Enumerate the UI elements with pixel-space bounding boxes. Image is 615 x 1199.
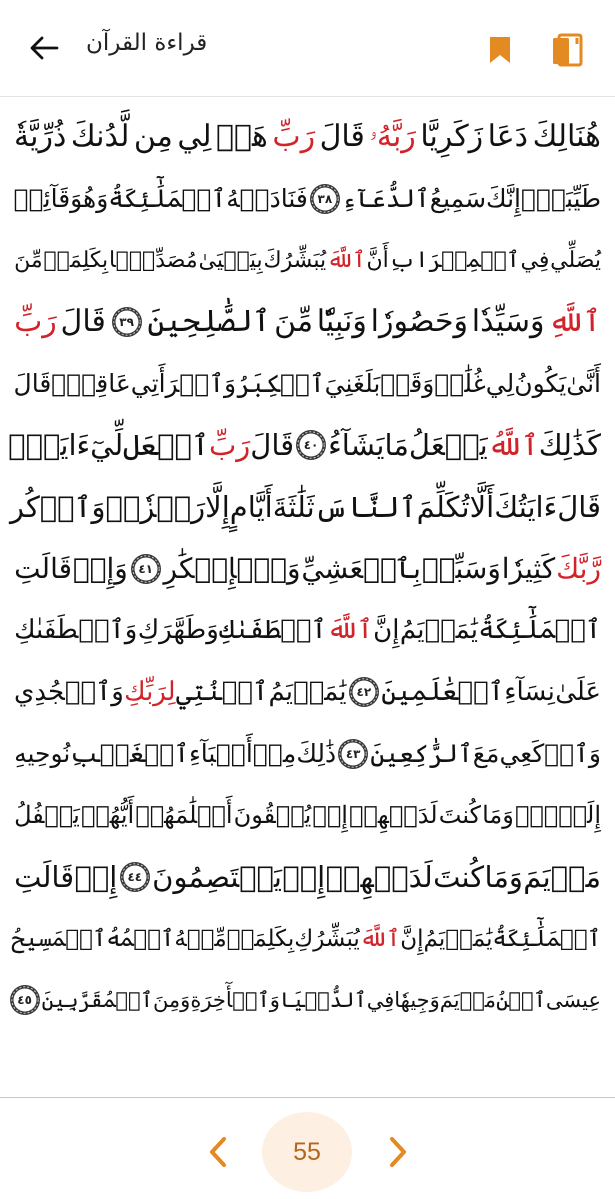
quran-word[interactable]: ٱلۡمُقَرَّبِينَ xyxy=(41,988,153,1013)
divine-name-word[interactable]: ٱللَّهَ xyxy=(359,925,401,952)
quran-word[interactable]: إِلَيۡكَۚ xyxy=(515,801,601,830)
quran-word[interactable]: قَالَ xyxy=(319,119,365,155)
back-button[interactable] xyxy=(22,26,66,70)
quran-word[interactable]: فِي xyxy=(520,247,550,273)
quran-word[interactable]: إِذۡ xyxy=(312,801,348,830)
arrow-back-icon xyxy=(29,35,59,61)
quran-word[interactable]: قَالَتِ xyxy=(14,552,73,586)
quran-word[interactable]: ٱلرَّٰكِعِينَ xyxy=(370,739,473,769)
quran-word[interactable]: وَقَدۡ xyxy=(380,369,435,399)
quran-word[interactable]: سَمِيعُ xyxy=(429,184,487,214)
quran-word[interactable]: أَقۡلَٰمَهُمۡ xyxy=(135,801,233,830)
quran-word[interactable]: أَنَّىٰ xyxy=(566,369,601,399)
quran-word[interactable]: يَفۡعَلُ xyxy=(408,428,488,463)
quran-word[interactable]: قَالَ xyxy=(250,428,295,463)
quran-word[interactable]: زَكَرِيَّا xyxy=(420,119,484,155)
divine-name-word[interactable]: لِرَبِّكِ xyxy=(124,677,176,708)
quran-word[interactable]: يُصَلِّي xyxy=(550,247,601,273)
quran-word[interactable]: وَنَبِيّٗا xyxy=(316,304,367,340)
divine-name-word[interactable]: رَّبَّكَ xyxy=(556,552,601,586)
mushaf-line xyxy=(8,229,607,291)
quran-word[interactable]: وَٱرۡكَعِي xyxy=(499,739,601,769)
quran-word[interactable]: بِكَلِمَةٖ xyxy=(43,247,109,273)
bookmark-button[interactable] xyxy=(480,30,520,70)
quran-word[interactable]: ٱبۡنُ xyxy=(496,988,546,1013)
quran-word[interactable]: مَا xyxy=(384,428,409,463)
bookmarks-list-icon xyxy=(548,32,588,68)
chevron-right-icon xyxy=(388,1136,408,1168)
quran-word[interactable]: غُلَٰمٞ xyxy=(434,369,486,399)
quran-word[interactable]: أَيَّامٍ xyxy=(229,489,273,524)
quran-word[interactable]: وَٱلۡأٓخِرَةِ xyxy=(190,988,280,1013)
quran-word[interactable]: أَيُّهُمۡ xyxy=(81,801,135,830)
mushaf-line xyxy=(8,600,607,662)
quran-word[interactable]: إِذۡ xyxy=(74,860,118,895)
quran-word[interactable]: ءَايَتُكَ xyxy=(494,489,558,524)
ayah-marker[interactable] xyxy=(129,552,163,586)
page-navigator xyxy=(0,1108,615,1194)
quran-word[interactable]: يُلۡقُونَ xyxy=(233,801,312,830)
mushaf-line xyxy=(8,291,607,353)
ayah-marker[interactable] xyxy=(347,675,381,709)
quran-word[interactable]: فِي xyxy=(366,988,395,1013)
quran-word[interactable]: إِنَّ xyxy=(373,615,400,646)
quran-word[interactable]: ٱلۡمَسِيحُ xyxy=(11,925,107,952)
divine-name-word[interactable]: رَبِّ xyxy=(272,119,316,155)
quran-word[interactable]: وَسَيِّدٗا xyxy=(471,304,545,340)
quran-word[interactable]: ٱقۡنُتِي xyxy=(175,677,269,708)
quran-word[interactable]: بِكَلِمَةٖ xyxy=(226,925,295,952)
chevron-left-icon xyxy=(208,1136,228,1168)
quran-word[interactable]: وَٱسۡجُدِي xyxy=(14,677,124,708)
quran-word[interactable]: وَسَبِّحۡ xyxy=(421,552,501,586)
quran-word[interactable]: وَمَا xyxy=(484,860,523,895)
quran-word[interactable]: وَجِيهٗا xyxy=(394,988,440,1013)
quran-word[interactable]: ٱجۡعَل xyxy=(123,428,209,463)
bookmark-icon xyxy=(487,35,513,65)
quran-word[interactable]: ٱلنَّاسَ xyxy=(314,489,417,524)
divine-name-word[interactable]: ٱللَّهُ xyxy=(487,428,539,463)
mushaf-page xyxy=(8,106,607,1094)
quran-word[interactable]: وَٱذۡكُر xyxy=(9,489,106,524)
quran-word[interactable]: طَيِّبَةًۖ xyxy=(521,184,601,214)
quran-word[interactable]: ٱلۡكِبَرُ xyxy=(236,369,325,399)
mushaf-line xyxy=(8,908,607,970)
quran-word[interactable]: عِيسَى xyxy=(545,988,601,1013)
quran-word[interactable]: ٱلۡمَلَٰٓئِكَةُ xyxy=(492,925,601,952)
quran-word[interactable]: مَرۡيَمَ xyxy=(439,988,497,1013)
quran-word[interactable]: مِّنۡهُ xyxy=(174,925,227,952)
mushaf-line xyxy=(8,661,607,723)
ayah-marker[interactable] xyxy=(336,737,370,771)
mushaf-line xyxy=(8,353,607,415)
page-number-indicator[interactable] xyxy=(262,1112,352,1192)
quran-word[interactable]: يَٰمَرۡيَمُ xyxy=(399,615,478,646)
quran-word[interactable]: قَالَ xyxy=(60,304,106,340)
divine-name-word[interactable]: ٱللَّهَ xyxy=(327,615,373,646)
quran-word[interactable]: ٱلۡمَلَٰٓئِكَةُ xyxy=(478,615,601,646)
quran-word[interactable]: إِنَّكَ xyxy=(486,184,521,214)
mushaf-line xyxy=(8,723,607,785)
quran-word[interactable]: مِنۡ xyxy=(252,739,297,769)
divine-name-word[interactable]: رَبِّ xyxy=(208,428,251,463)
previous-page-button[interactable] xyxy=(198,1130,238,1174)
quran-word[interactable]: تُكَلِّمَ xyxy=(416,489,470,524)
mushaf-line xyxy=(8,476,607,538)
quran-word[interactable]: يَشَآءُ xyxy=(328,428,385,463)
divine-name-word[interactable]: ٱللَّهِ xyxy=(548,304,601,340)
quran-word[interactable]: وَهُوَ xyxy=(70,184,109,214)
quran-word[interactable]: رَمۡزٗاۗ xyxy=(105,489,206,524)
quran-word[interactable]: لِي xyxy=(485,369,515,399)
quran-word[interactable]: لِّيٓ xyxy=(90,428,124,463)
quran-word[interactable]: قَالَ xyxy=(13,369,52,399)
quran-word[interactable]: مِن xyxy=(133,119,173,155)
quran-word[interactable]: مُصَدِّقَۢا xyxy=(108,247,198,273)
quran-word[interactable]: ذَٰلِكَ xyxy=(296,739,337,769)
quran-word[interactable]: أَلَّا xyxy=(469,489,495,524)
divine-name-word[interactable]: ٱللَّهَ xyxy=(326,247,366,273)
quran-word[interactable]: دَعَا xyxy=(487,119,529,155)
quran-word[interactable]: ٱلۡعَٰلَمِينَ xyxy=(381,677,504,708)
quran-word[interactable]: ٱلصَّٰلِحِينَ xyxy=(147,304,271,340)
quran-word[interactable]: يَٰمَرۡيَمُ xyxy=(423,925,493,952)
ayah-marker[interactable] xyxy=(308,182,342,216)
quran-word[interactable]: وَٱمۡرَأَتِي xyxy=(130,369,237,399)
quran-word[interactable]: وَمَا xyxy=(482,801,514,830)
quran-word[interactable]: ٱلۡغَيۡبِ xyxy=(70,739,189,769)
quran-word[interactable]: ثَلَٰثَةَ xyxy=(272,489,315,524)
quran-word[interactable]: ٱلۡمِحۡرَابِ xyxy=(389,247,520,273)
quran-word[interactable]: يَخۡتَصِمُونَ xyxy=(152,860,282,895)
quran-word[interactable]: إِنَّ xyxy=(400,925,424,952)
quran-word[interactable]: أَنۢبَآءِ xyxy=(189,739,253,769)
mushaf-line xyxy=(8,846,607,908)
quran-word[interactable]: وَحَصُورٗا xyxy=(370,304,468,340)
quran-word[interactable]: قَالَ xyxy=(557,489,601,524)
quran-word[interactable]: ذُرِّيَّةٗ xyxy=(14,119,67,155)
quran-word[interactable]: كُنتَ xyxy=(433,860,485,895)
quran-word[interactable]: أَنَّ xyxy=(366,247,389,273)
quran-word[interactable]: عَلَىٰ xyxy=(555,677,601,708)
quran-word[interactable]: مِّنَ xyxy=(274,304,314,340)
ayah-number: ٤٤ xyxy=(127,870,143,885)
quran-word[interactable]: كَذَٰلِكَ xyxy=(538,428,601,463)
quran-word[interactable]: وَٱصۡطَفَىٰكِ xyxy=(14,615,138,646)
quran-word[interactable]: كَثِيرٗا xyxy=(501,552,556,586)
divine-name-word[interactable]: رَبِّ xyxy=(14,304,57,340)
quran-word[interactable]: هَبۡ xyxy=(215,119,268,155)
quran-word[interactable]: ءَايَةٗۖ xyxy=(8,428,91,463)
quran-word[interactable]: يَٰمَرۡيَمُ xyxy=(268,677,347,708)
quran-word[interactable]: قَآئِمٞ xyxy=(13,184,71,214)
quran-word[interactable]: بَلَغَنِيَ xyxy=(324,369,381,399)
quran-word[interactable]: مَرۡيَمَ xyxy=(523,860,601,895)
ayah-number: ٤٢ xyxy=(356,685,372,700)
quran-word[interactable]: لَدَيۡهِمۡ xyxy=(349,801,438,830)
quran-word[interactable]: لَدَيۡهِمۡ xyxy=(325,860,433,895)
ayah-marker[interactable] xyxy=(294,428,328,462)
ayah-marker[interactable] xyxy=(118,860,152,894)
ayah-number: ٤٠ xyxy=(303,438,319,453)
quran-word[interactable]: مَعَ xyxy=(472,739,500,769)
quran-word[interactable]: نُوحِيهِ xyxy=(14,739,71,769)
quran-word[interactable]: يَكۡفُلُ xyxy=(14,801,80,830)
ayah-number: ٤٥ xyxy=(17,993,32,1008)
ayah-marker[interactable] xyxy=(8,983,42,1017)
quran-word[interactable]: وَطَهَّرَكِ xyxy=(137,615,219,646)
app-bar xyxy=(0,0,615,97)
next-page-button[interactable] xyxy=(378,1130,418,1174)
quran-word[interactable]: إِذۡ xyxy=(282,860,326,895)
quran-word[interactable]: ٱصۡطَفَىٰكِ xyxy=(219,615,327,646)
quran-word[interactable]: بِٱلۡعَشِيِّ xyxy=(301,552,421,586)
quran-word[interactable]: نِسَآءِ xyxy=(504,677,555,708)
mushaf-line xyxy=(8,168,607,230)
page-title: قراءة القرآن xyxy=(86,30,208,56)
bookmarks-list-button[interactable] xyxy=(545,28,591,72)
mushaf-line xyxy=(8,538,607,600)
quran-word[interactable]: كُنتَ xyxy=(438,801,481,830)
quran-word[interactable]: ٱلدُّنۡيَا xyxy=(279,988,367,1013)
quran-word[interactable]: فَنَادَتۡهُ xyxy=(226,184,308,214)
quran-word[interactable]: هُنَالِكَ xyxy=(532,119,601,155)
quran-word[interactable]: لِي xyxy=(177,119,212,155)
quran-word[interactable]: يَكُونُ xyxy=(514,369,567,399)
quran-word[interactable]: وَإِذۡ xyxy=(72,552,128,586)
quran-word[interactable]: يُبَشِّرُكِ xyxy=(294,925,360,952)
quran-word[interactable]: بِيَحۡيَىٰ xyxy=(198,247,263,273)
mushaf-line xyxy=(8,785,607,847)
quran-word[interactable]: عَاقِرٞۖ xyxy=(51,369,131,399)
quran-word[interactable]: وَمِنَ xyxy=(152,988,191,1013)
page-number: 55 xyxy=(293,1137,321,1166)
bottom-divider xyxy=(0,1097,615,1098)
quran-word[interactable]: إِلَّا xyxy=(205,489,230,524)
ayah-number: ٤٣ xyxy=(345,746,361,761)
quran-word[interactable]: ٱلدُّعَآءِ xyxy=(341,184,430,214)
quran-word[interactable]: ٱسۡمُهُ xyxy=(106,925,175,952)
ayah-number: ٣٨ xyxy=(317,191,333,206)
mushaf-line xyxy=(8,970,607,1032)
ayah-number: ٣٩ xyxy=(119,314,134,329)
quran-word[interactable]: ٱلۡمَلَٰٓئِكَةُ xyxy=(108,184,227,214)
quran-word[interactable]: مِّنَ xyxy=(14,247,43,273)
quran-word[interactable]: وَٱلۡإِبۡكَٰرِ xyxy=(163,552,301,586)
quran-word[interactable]: يُبَشِّرُكَ xyxy=(263,247,327,273)
mushaf-line xyxy=(8,414,607,476)
divine-name-word[interactable]: رَبَّهُۥ xyxy=(369,119,416,155)
mushaf-line xyxy=(8,106,607,168)
ayah-number: ٤١ xyxy=(138,561,153,576)
quran-word[interactable]: قَالَتِ xyxy=(14,860,75,895)
quran-word[interactable]: لَّدُنكَ xyxy=(70,119,130,155)
ayah-marker[interactable] xyxy=(110,305,144,339)
